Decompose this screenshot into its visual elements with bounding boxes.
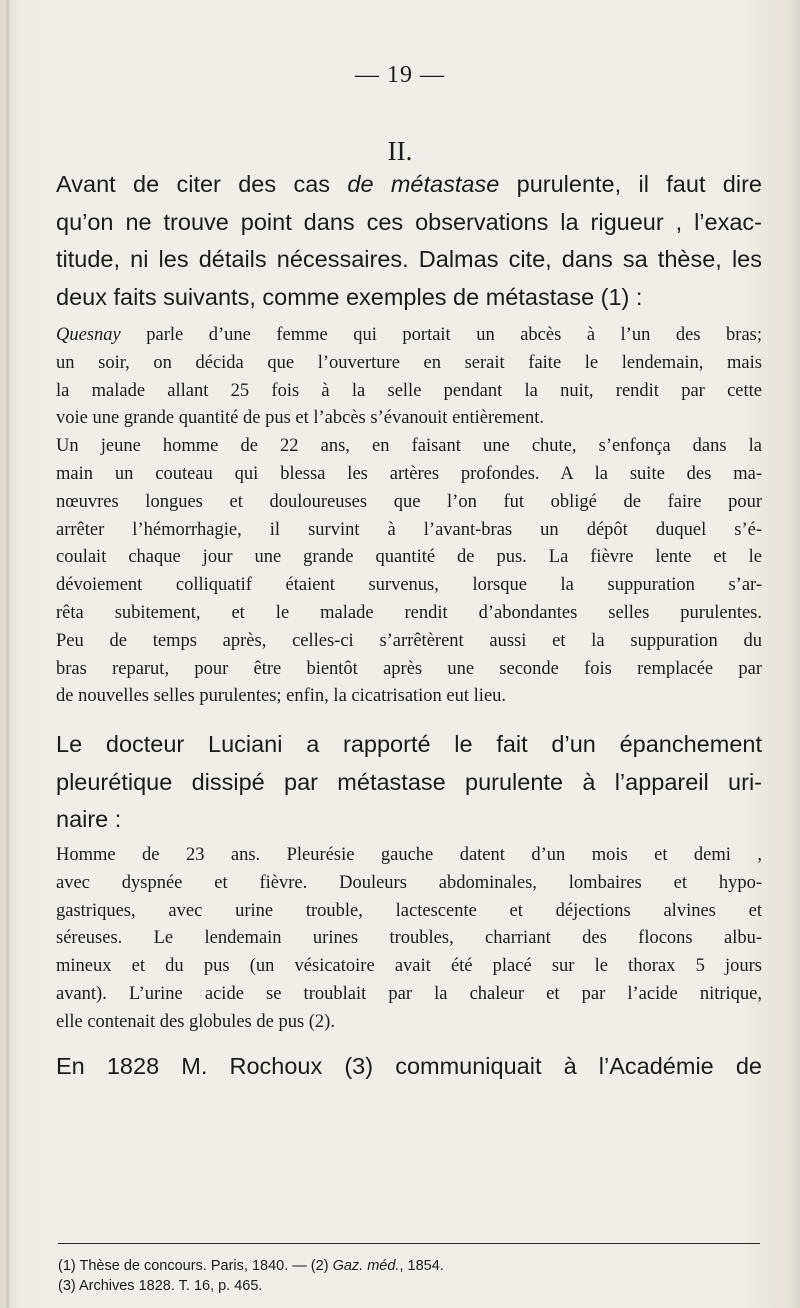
text-line: titude, ni les détails nécessaires. Dalmas cite, dans sa thèse, les bbox=[56, 246, 762, 272]
text-line: naire : bbox=[56, 806, 122, 832]
text-line: mineux et du pus (un vésicatoire avait été placé sur le thorax 5 jours bbox=[56, 956, 762, 977]
text-line: coulait chaque jour une grande quantité de pus. La fièvre lente et le bbox=[56, 547, 762, 568]
footnote-1-2: (1) Thèse de concours. Paris, 1840. — (2) Gaz. méd., 1854. bbox=[58, 1258, 444, 1274]
paragraph-luciani bbox=[56, 726, 762, 839]
text-line: qu’on ne trouve point dans ces observations la rigueur , l’exac- bbox=[56, 208, 762, 235]
text-line: arrêter l’hémorrhagie, il survint à l’avant-bras un dépôt duquel s’é- bbox=[56, 519, 762, 540]
text-line: rêta subitement, et le malade rendit d’abondantes selles purulentes. bbox=[56, 602, 762, 623]
footnotes bbox=[58, 1256, 758, 1296]
footnote-rule bbox=[58, 1243, 760, 1244]
quoted-case-luciani bbox=[56, 842, 762, 1037]
text-line: nœuvres longues et douloureuses que l’on fut obligé de faire pour bbox=[56, 491, 762, 512]
section-heading: II. bbox=[387, 136, 413, 166]
text-line: pleurétique dissipé par métastase purulente à l’appareil uri- bbox=[56, 768, 762, 795]
page-number: — 19 — bbox=[355, 62, 445, 88]
text-line: Quesnay parle d’une femme qui portait un abcès à l’un des bras; bbox=[56, 325, 762, 345]
text-line: gastriques, avec urine trouble, lactescente et déjections alvines et bbox=[56, 900, 762, 921]
text-line: deux faits suivants, comme exemples de métastase (1) : bbox=[56, 283, 643, 310]
text-line: Le docteur Luciani a rapporté le fait d’un épanchement bbox=[56, 731, 762, 757]
text-line: voie une grande quantité de pus et l’abcès s’évanouit entièrement. bbox=[56, 408, 545, 429]
text-line: Homme de 23 ans. Pleurésie gauche datent d’un mois et demi , bbox=[56, 845, 762, 865]
text-line: de nouvelles selles purulentes; enfin, la cicatrisation eut lieu. bbox=[56, 686, 507, 707]
text-line: Un jeune homme de 22 ans, en faisant une chute, s’enfonça dans la bbox=[56, 436, 762, 457]
paragraph-rochoux bbox=[56, 1048, 762, 1086]
quoted-cases-dalmas bbox=[56, 322, 762, 711]
text-line: la malade allant 25 fois à la selle pendant la nuit, rendit par cette bbox=[56, 380, 762, 401]
text-line: un soir, on décida que l’ouverture en serait faite le lendemain, mais bbox=[56, 352, 762, 373]
text-line: main un couteau qui blessa les artères profondes. A la suite des ma- bbox=[56, 463, 762, 484]
footnote-3: (3) Archives 1828. T. 16, p. 465. bbox=[58, 1278, 263, 1294]
text-line: Peu de temps après, celles-ci s’arrêtèrent aussi et la suppuration du bbox=[56, 630, 762, 651]
page-edge-shadow bbox=[6, 0, 9, 1308]
text-line: En 1828 M. Rochoux (3) communiquait à l’Académie de bbox=[56, 1053, 762, 1079]
text-line: séreuses. Le lendemain urines troubles, charriant des flocons albu- bbox=[56, 928, 762, 949]
text-line: avant). L’urine acide se troublait par la chaleur et par l’acide nitrique, bbox=[56, 983, 762, 1004]
text-line: dévoiement colliquatif étaient survenus, lorsque la suppuration s’ar- bbox=[56, 575, 762, 596]
text-line: elle contenait des globules de pus (2). bbox=[56, 1011, 335, 1032]
paragraph-intro bbox=[56, 166, 762, 316]
text-line: avec dyspnée et fièvre. Douleurs abdominales, lombaires et hypo- bbox=[56, 872, 762, 893]
text-line: Avant de citer des cas de métastase purulente, il faut dire bbox=[56, 171, 762, 197]
text-line: bras reparut, pour être bientôt après une seconde fois remplacée par bbox=[56, 658, 762, 679]
